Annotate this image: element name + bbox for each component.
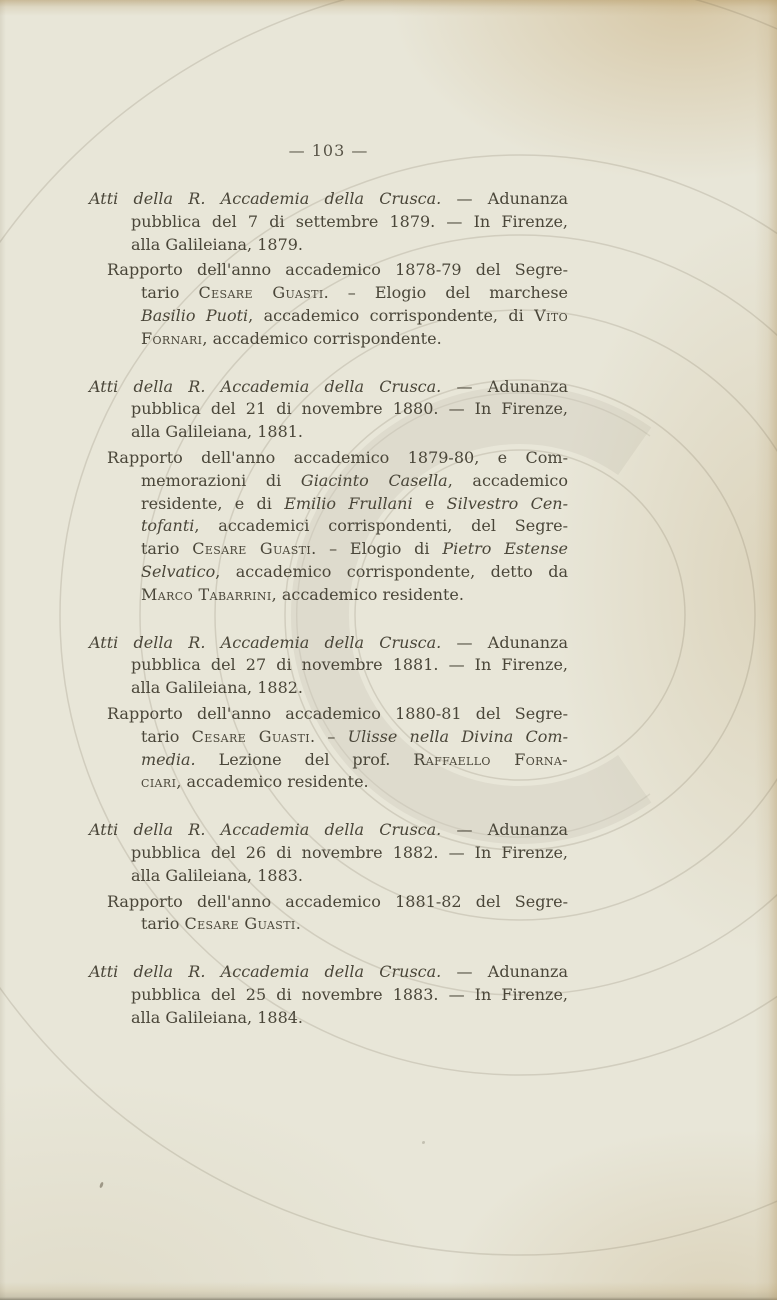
text-run: tario <box>141 283 199 303</box>
text-line <box>89 632 568 655</box>
text-line <box>131 984 568 1007</box>
text-line <box>141 726 568 749</box>
text-line <box>89 376 568 399</box>
paragraph-rapporto <box>89 259 568 350</box>
text-run: , accademico corrispondente, di <box>248 305 535 325</box>
text-run: Atti della R. Accademia della Crusca. <box>89 820 442 840</box>
text-run: alla Galileiana, 1882. <box>131 678 304 698</box>
text-line <box>131 865 568 888</box>
text-run: , accademico corrispondente. <box>202 328 442 348</box>
paragraph-atti <box>89 632 568 700</box>
text-run: pubblica del 25 di novembre 1883. — In Firenze, <box>131 984 568 1004</box>
text-line <box>89 961 568 984</box>
text-run: residente, e di <box>141 493 285 513</box>
page-number: — 103 — <box>288 141 369 160</box>
text-line <box>141 515 568 538</box>
paragraph-rapporto <box>89 891 568 937</box>
text-line <box>89 188 568 211</box>
text-line <box>131 398 568 421</box>
text-line <box>131 211 568 234</box>
text-run: Emilio Frullani <box>284 493 413 513</box>
text-run: — Adunanza <box>441 632 569 652</box>
text-line <box>141 561 568 584</box>
text-run: Atti della R. Accademia della Crusca. <box>89 632 442 652</box>
text-run: — Adunanza <box>441 189 569 208</box>
text-run: Cesare Guasti <box>192 539 312 559</box>
text-run: Ulisse nella Divina Com- <box>347 726 569 746</box>
paragraph-rapporto <box>89 703 568 794</box>
text-run: Rapporto dell'anno accademico 1880-81 del Segre- <box>107 703 568 723</box>
text-run: tario <box>141 914 185 934</box>
text-run: Vito <box>534 305 569 325</box>
text-run: media. <box>141 749 196 769</box>
paragraph-atti <box>89 819 568 887</box>
text-run: Atti della R. Accademia della Crusca. <box>89 376 442 396</box>
text-line <box>107 259 568 282</box>
text-block <box>89 188 568 1030</box>
text-run: . – Elogio del marchese <box>323 283 568 303</box>
text-run: Cesare Guasti <box>191 726 311 746</box>
text-run: , accademico residente. <box>271 584 464 604</box>
text-line <box>131 421 568 444</box>
text-run: alla Galileiana, 1879. <box>131 234 304 254</box>
text-line <box>131 1007 568 1030</box>
text-line <box>107 703 568 726</box>
text-run: Lezione del prof. <box>195 749 414 769</box>
text-line <box>141 771 568 794</box>
text-run: memorazioni di <box>141 470 301 490</box>
text-line <box>131 654 568 677</box>
text-run: Atti della R. Accademia della Crusca. <box>89 962 442 982</box>
text-line <box>141 282 568 305</box>
text-run: pubblica del 7 di settembre 1879. — In Firenze, <box>131 211 568 231</box>
text-run: pubblica del 26 di novembre 1882. — In Firenze, <box>131 842 568 862</box>
text-line <box>141 749 568 772</box>
text-run: Basilio Puoti <box>141 305 249 325</box>
text-run: Silvestro Cen- <box>446 493 569 513</box>
text-run: Selvatico <box>141 561 216 581</box>
text-line <box>131 234 568 257</box>
text-run: Fornari <box>141 328 203 348</box>
text-run: . – <box>310 726 348 746</box>
text-run: alla Galileiana, 1881. <box>131 422 304 442</box>
paragraph-atti <box>89 188 568 256</box>
text-run: Raffaello Forna- <box>413 749 568 769</box>
text-run: , accademico corrispondente, detto da <box>215 561 568 581</box>
text-run: — Adunanza <box>441 820 569 840</box>
text-run: , accademico <box>447 470 569 490</box>
text-run: pubblica del 21 di novembre 1880. — In Firenze, <box>131 399 568 419</box>
text-run: . – Elogio di <box>311 539 443 559</box>
text-line <box>107 447 568 470</box>
text-run: Cesare Guasti <box>184 914 296 934</box>
text-run: ciari <box>141 772 177 792</box>
paragraph-atti <box>89 376 568 444</box>
text-run: Pietro Estense <box>442 539 569 559</box>
text-line <box>141 538 568 561</box>
text-line <box>131 842 568 865</box>
text-line <box>131 677 568 700</box>
text-line <box>141 913 568 936</box>
text-run: Giacinto Casella <box>300 470 448 490</box>
text-line <box>141 305 568 328</box>
text-run: tario <box>141 726 192 746</box>
text-run: pubblica del 27 di novembre 1881. — In Firenze, <box>131 655 568 675</box>
text-line <box>141 470 568 493</box>
paragraph-atti <box>89 961 568 1029</box>
text-run: Rapporto dell'anno accademico 1879-80, e Com- <box>107 447 568 467</box>
text-line <box>141 493 568 516</box>
text-run: Rapporto dell'anno accademico 1878-79 del Segre- <box>107 260 568 280</box>
text-run: , accademici corrispondenti, del Segre- <box>194 516 568 536</box>
text-run: Marco Tabarrini <box>141 584 272 604</box>
text-run: . <box>295 914 301 934</box>
text-line <box>107 891 568 914</box>
text-run: tario <box>141 539 193 559</box>
text-run: tofanti <box>141 516 195 536</box>
text-run: Atti della R. Accademia della Crusca. <box>89 189 442 208</box>
text-line <box>141 328 568 351</box>
text-line <box>141 584 568 607</box>
text-run: , accademico residente. <box>176 772 369 792</box>
text-run: Cesare Guasti <box>198 283 324 303</box>
paragraph-rapporto <box>89 447 568 607</box>
text-run: Rapporto dell'anno accademico 1881-82 del Segre- <box>107 891 568 911</box>
text-run: alla Galileiana, 1884. <box>131 1007 304 1027</box>
text-run: e <box>412 493 447 513</box>
text-run: — Adunanza <box>441 376 569 396</box>
text-line <box>89 819 568 842</box>
text-run: alla Galileiana, 1883. <box>131 865 304 885</box>
text-run: — Adunanza <box>441 962 569 982</box>
